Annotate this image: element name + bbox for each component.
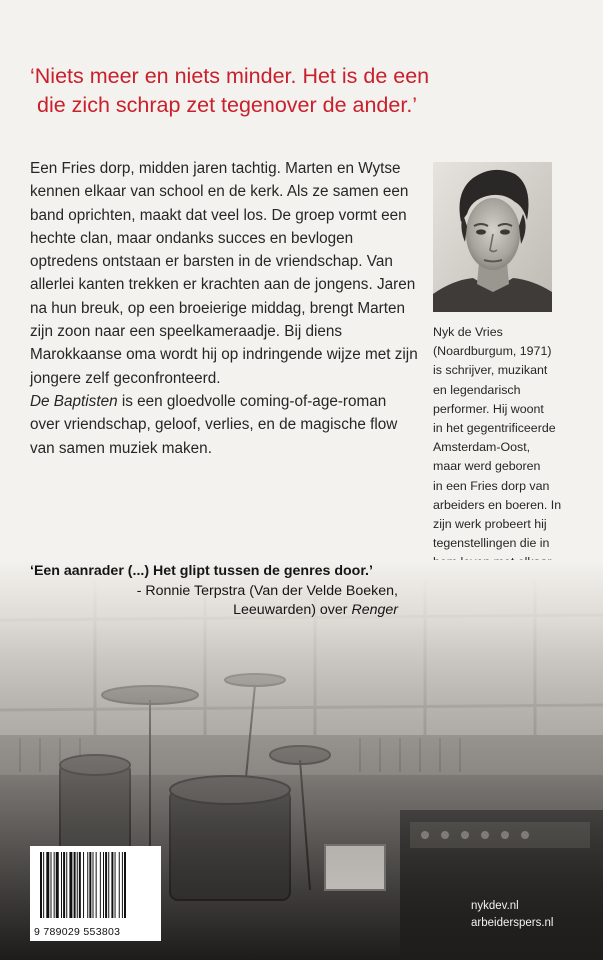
bio-line: zijn werk probeert hij [433, 517, 547, 532]
bio-line: in een Fries dorp van [433, 478, 550, 493]
review-attribution-title: Renger [351, 602, 398, 618]
bio-line: is schrijver, muzikant [433, 363, 548, 378]
barcode-bar [119, 852, 120, 918]
bio-line: tegenstellingen die in [433, 536, 550, 551]
bio-line: (Noardburgum, 1971) [433, 344, 552, 359]
publisher-website-link[interactable]: arbeiderspers.nl [471, 916, 554, 929]
isbn-digits: 9 789029 553803 [34, 926, 121, 938]
book-title: De Baptisten [30, 392, 118, 410]
blurb-paragraph-1: Een Fries dorp, midden jaren tachtig. Marten en Wytse kennen elkaar van school en de kerk. Als ze samen een band oprichten, maakt dat veel los. De groep vormt een hechte clan, maar ondanks succes en bevlogen optredens ontstaan er barsten in de vriendschap. Van allerlei kanten trekken er krachten aan de jongens. Jaren na hun breuk, op een broeierige middag, brengt Marten zijn zoon naar een speelkameraadje. Bij diens Marokkaanse oma wordt hij op indringende wijze met zijn jongere zelf geconfronteerd. [30, 160, 418, 387]
barcode-bar [63, 852, 65, 918]
pull-quote-line-2: die zich schrap zet tegenover de ander.’ [37, 93, 418, 117]
barcode-bar [79, 852, 81, 918]
barcode-bar [77, 852, 78, 918]
barcode-bar [100, 852, 101, 918]
bio-line: arbeiders en boeren. In [433, 497, 562, 512]
barcode-bar [124, 852, 126, 918]
bio-line: Amsterdam-Oost, [433, 440, 531, 455]
barcode-bar [108, 852, 109, 918]
bio-line: in het gegentrificeerde [433, 421, 556, 436]
author-website-link[interactable]: nykdev.nl [471, 900, 519, 912]
barcode-bar [66, 852, 67, 918]
blurb-paragraph-2-text: is een gloedvolle coming-of-age-roman over vriendschap, geloof, verlies, en de magische flow van samen muziek maken. [30, 392, 398, 457]
pull-quote [30, 62, 570, 120]
barcode-bar [115, 852, 116, 918]
barcode-bar [69, 852, 72, 918]
barcode-bar [74, 852, 76, 918]
barcode-bar [43, 852, 44, 918]
barcode-bar [103, 852, 104, 918]
barcode-bar [87, 852, 88, 918]
barcode-bars [40, 852, 151, 918]
pull-quote-line-1: ‘Niets meer en niets minder. Het is de een [30, 64, 430, 88]
barcode-bar [46, 852, 49, 918]
barcode-bar [93, 852, 94, 918]
barcode-bar [51, 852, 52, 918]
isbn-barcode [30, 846, 161, 941]
barcode-bar [61, 852, 62, 918]
review-quote [30, 562, 410, 621]
barcode-bar [105, 852, 107, 918]
barcode-bar [96, 852, 97, 918]
blurb-paragraph-2 [30, 390, 420, 460]
review-attribution-line-2 [30, 601, 410, 621]
author-portrait [433, 162, 552, 312]
barcode-bar [40, 852, 42, 918]
barcode-bar [83, 852, 84, 918]
barcode-bar [122, 852, 123, 918]
review-attribution-line-1: - Ronnie Terpstra (Van der Velde Boeken, [136, 582, 398, 599]
publisher-links [471, 898, 586, 931]
bio-line: en legendarisch [433, 382, 521, 397]
barcode-bar [56, 852, 59, 918]
review-quote-text: ‘Een aanrader (...) Het glipt tussen de genres door.’ [30, 563, 373, 579]
bio-line: performer. Hij woont [433, 401, 544, 416]
barcode-bar [89, 852, 91, 918]
barcode-bar [111, 852, 113, 918]
review-attribution-pre: Leeuwarden) over [233, 602, 352, 618]
bio-line: Nyk de Vries [433, 325, 503, 339]
barcode-bar [54, 852, 55, 918]
book-blurb [30, 157, 420, 460]
bio-line: maar werd geboren [433, 459, 541, 474]
